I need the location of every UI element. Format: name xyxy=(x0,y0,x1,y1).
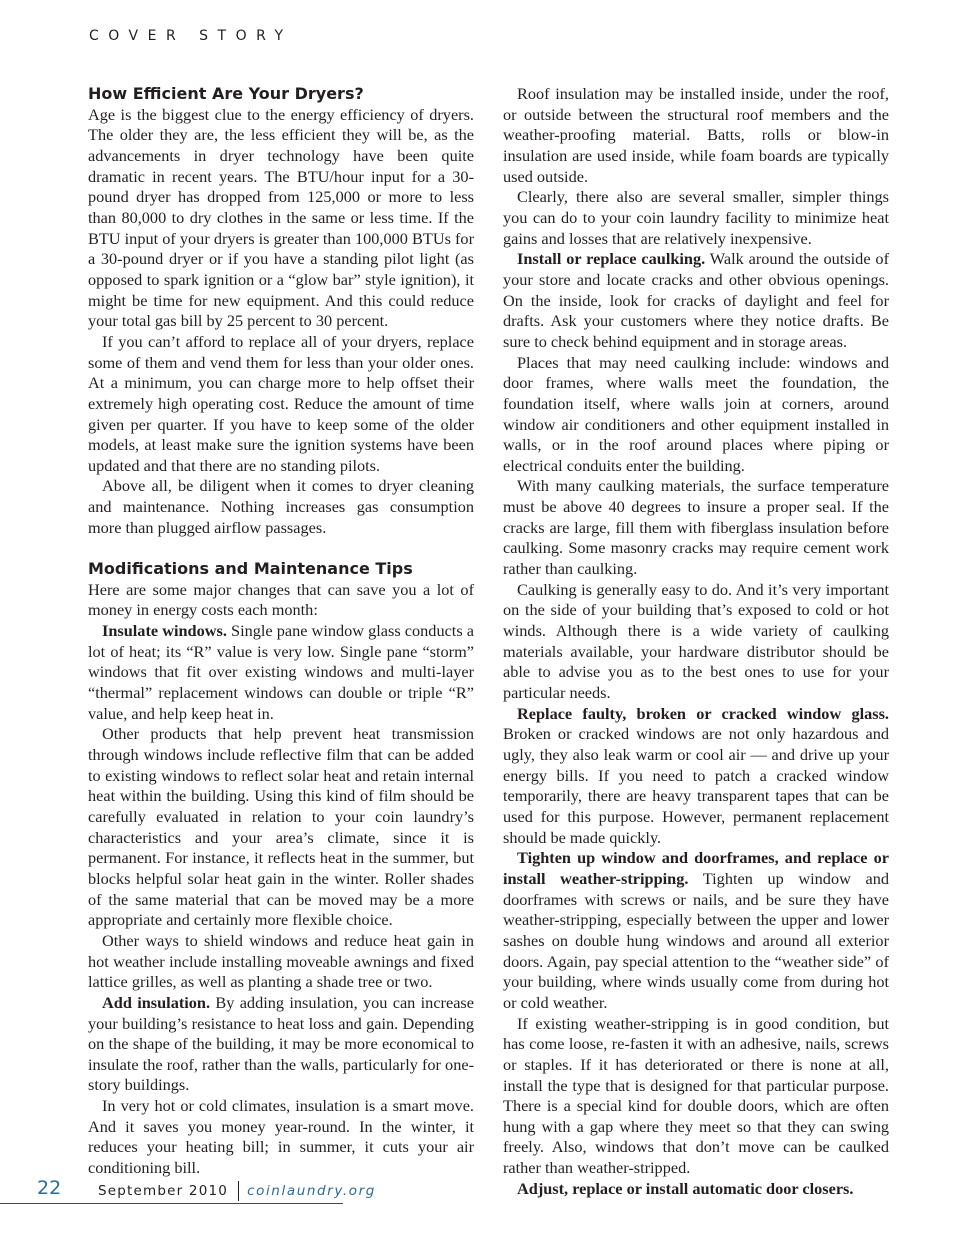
paragraph: Clearly, there also are several smaller, simpler things you can do to your coin laundry facility to minimize heat gains and losses that are relatively inexpensive. xyxy=(503,187,889,248)
footer-rule xyxy=(0,1203,343,1204)
paragraph: Above all, be diligent when it comes to dryer cleaning and maintenance. Nothing increases gas consumption more than plugged airflow passages. xyxy=(88,476,474,537)
paragraph xyxy=(88,993,474,1096)
paragraph: Here are some major changes that can save you a lot of money in energy costs each month: xyxy=(88,579,474,620)
left-column xyxy=(88,84,474,1179)
heading-maintenance-tips: Modifications and Maintenance Tips xyxy=(88,559,413,579)
footer xyxy=(98,1181,376,1201)
run-in-head: Tighten up window and doorframes, and replace or install weather-stripping. xyxy=(503,848,889,888)
paragraph-text: Tighten up window and doorframes with screws or nails, and be sure they have weather-stripping, especially between the upper and lower sashes on double hung windows and around all exterior doors. Again, pay special attention to the “weather side” of your building, where winds usually come from during hot or cold weather. xyxy=(503,868,889,1012)
run-in-head: Insulate windows. xyxy=(102,621,227,641)
heading-dryers: How Efficient Are Your Dryers? xyxy=(88,84,364,103)
right-column xyxy=(503,84,889,1199)
paragraph: Caulking is generally easy to do. And it’s very important on the side of your building that’s exposed to cold or hot winds. Although there is a wide variety of caulking materials available, your hardware distributor should be able to advise you as to the best ones to use for your particular needs. xyxy=(503,579,889,703)
paragraph: Places that may need caulking include: windows and door frames, where walls meet the foundation, the foundation itself, where walls join at corners, around window air conditioners and other equipment installed in walls, or in the roof around places where piping or electrical conduits enter the building. xyxy=(503,352,889,475)
paragraph xyxy=(503,848,889,1013)
run-in-head: Add insulation. xyxy=(102,992,211,1012)
paragraph xyxy=(88,621,474,724)
paragraph xyxy=(503,1179,889,1200)
run-in-head: Replace faulty, broken or cracked window glass. xyxy=(517,703,889,723)
section-kicker: COVER STORY xyxy=(89,28,293,44)
paragraph: With many caulking materials, the surface temperature must be above 40 degrees to insure a proper seal. If the cracks are large, fill them with fiberglass insulation before caulking. Some masonry cracks may require cement work rather than caulking. xyxy=(503,476,889,579)
paragraph: Roof insulation may be installed inside, under the roof, or outside between the structural roof members and the weather-proofing material. Batts, rolls or blow-in insulation are used inside, while foam boards are typically used outside. xyxy=(503,84,889,186)
footer-divider xyxy=(238,1181,239,1201)
paragraph-text: Single pane window glass conducts a lot of heat; its “R” value is very low. Single pane “storm” windows that fit over existing windows and multi-layer “thermal” replacement windows can double or triple “R” value, and help keep heat in. xyxy=(88,621,474,723)
paragraph-text: Walk around the outside of your store and locate cracks and other obvious openings. On the inside, look for cracks of daylight and feel for drafts. Ask your customers where they notice drafts. Be sure to check behind equipment and in storage areas. xyxy=(503,249,889,351)
issue-date: September 2010 xyxy=(98,1183,229,1199)
paragraph xyxy=(503,249,889,352)
paragraph: Other products that help prevent heat transmission through windows include reflective film that can be added to existing windows to reflect solar heat and retain internal heat within the building. Using this kind of film should be carefully evaluated in relation to your coin laundry’s characteristics and your area’s climate, since it is permanent. For instance, it reflects heat in the summer, but blocks helpful solar heat gain in the winter. Roller shades of the same material that can be moved may be a more appropriate and certainly more flexible choice. xyxy=(88,724,474,930)
paragraph: If existing weather-stripping is in good condition, but has come loose, re-fasten it with an adhesive, nails, screws or staples. If it has deteriorated or there is none at all, install the type that is designed for that particular purpose. There is a special kind for double doors, which are often hung with a gap where they meet so that they can swing freely. Also, windows that don’t move can be caulked rather than weather-stripped. xyxy=(503,1013,889,1178)
paragraph: Other ways to shield windows and reduce heat gain in hot weather include installing moveable awnings and fixed lattice grilles, as well as planting a shade tree or two. xyxy=(88,930,474,992)
run-in-head: Adjust, replace or install automatic door closers. xyxy=(517,1178,854,1198)
paragraph-text: By adding insulation, you can increase your building’s resistance to heat loss and gain. Depending on the shape of the building, it may be more economical to insulate the roof, rather than the walls, particularly for one-story buildings. xyxy=(88,992,474,1095)
page-number: 22 xyxy=(37,1177,62,1199)
website-url: coinlaundry.org xyxy=(247,1183,376,1199)
paragraph: Age is the biggest clue to the energy efficiency of dryers. The older they are, the less efficient they will be, as the advancements in dryer technology have been quite dramatic in recent years. The BTU/hour input for a 30-pound dryer has dropped from 125,000 or more to less than 80,000 to dry clothes in the same or less time. If the BTU input of your dryers is greater than 100,000 BTUs for a 30-pound dryer or if you have a standing pilot light (as opposed to spark ignition or a “glow bar” style ignition), it might be time for new equipment. And this could reduce your total gas bill by 25 percent to 30 percent. xyxy=(88,104,474,331)
paragraph: In very hot or cold climates, insulation is a smart move. And it saves you money year-round. In the winter, it reduces your heating bill; in summer, it cuts your air conditioning bill. xyxy=(88,1096,474,1178)
paragraph xyxy=(503,704,889,849)
run-in-head: Install or replace caulking. xyxy=(517,249,706,269)
paragraph-text: Broken or cracked windows are not only hazardous and ugly, they also leak warm or cool air — and drive up your energy bills. If you need to patch a cracked window temporarily, there are heavy transparent tapes that can be used for this purpose. However, permanent replacement should be made quickly. xyxy=(503,724,889,847)
paragraph: If you can’t afford to replace all of your dryers, replace some of them and vend them for less than your older ones. At a minimum, you can charge more to help offset their extremely high operating cost. Reduce the amount of time given per quarter. If you have to keep some of the older models, at least make sure the ignition systems have been updated and that there are no standing pilots. xyxy=(88,331,474,475)
